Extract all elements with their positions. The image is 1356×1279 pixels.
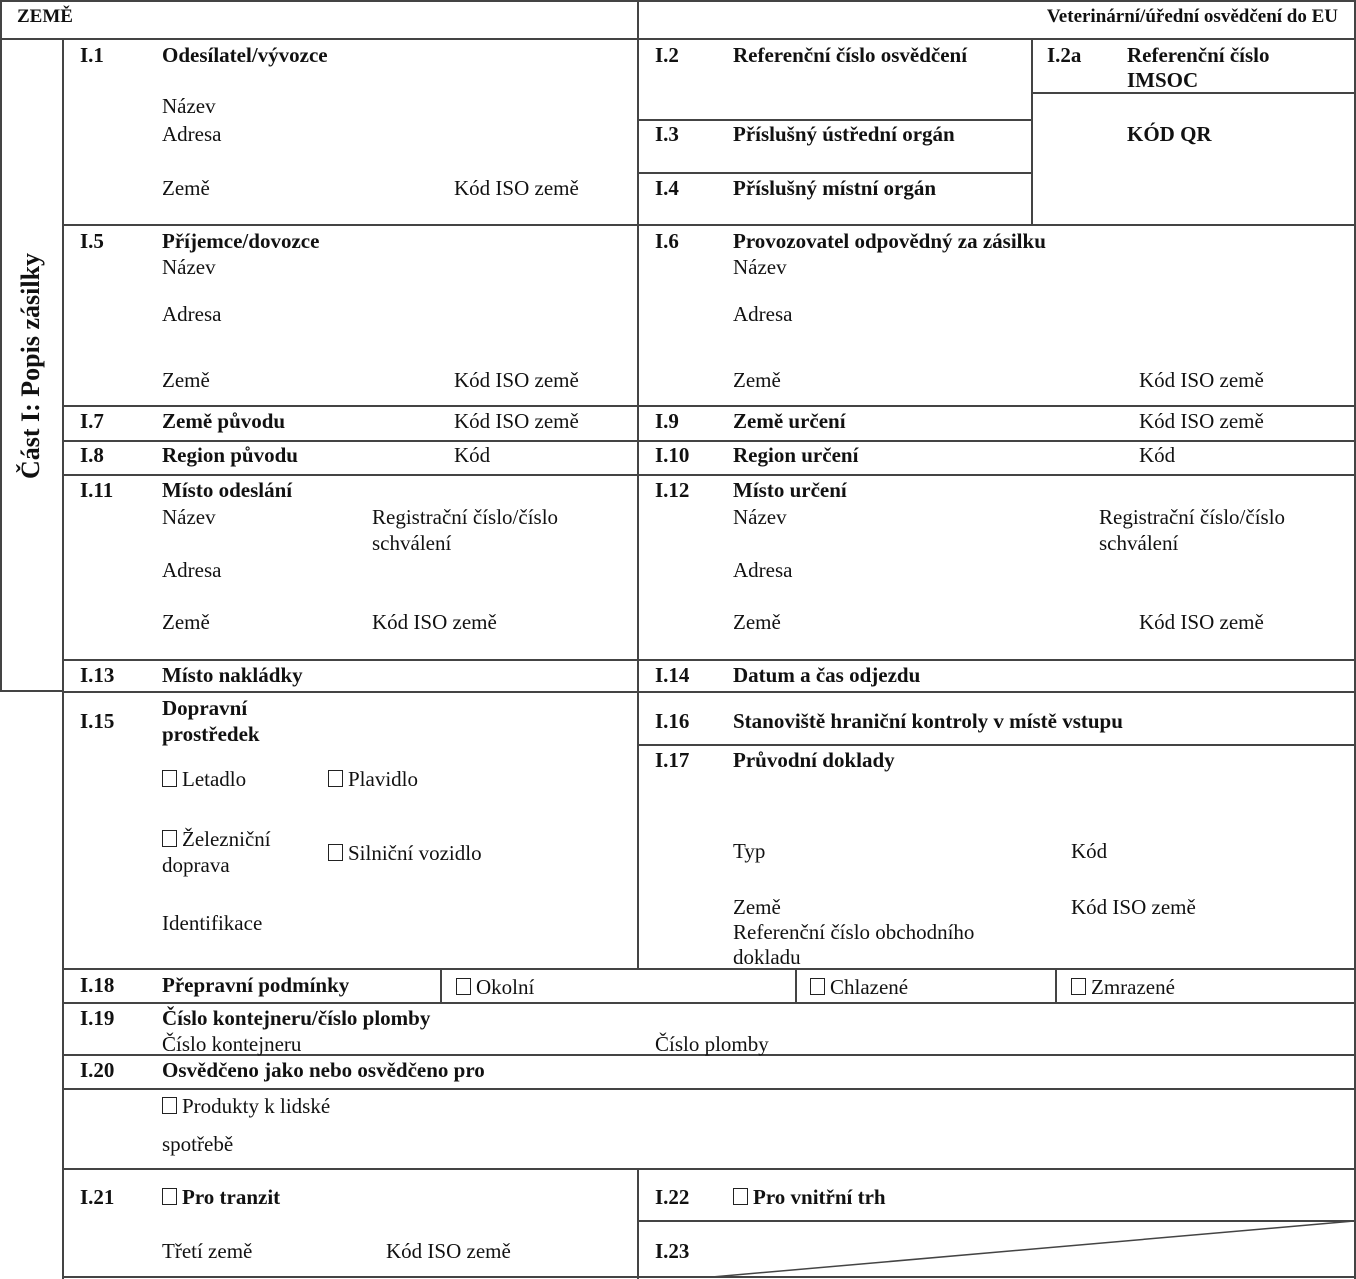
checkbox-rail-label-line1: Železniční <box>182 827 271 851</box>
checkbox-internal-market-label: Pro vnitřní trh <box>753 1185 886 1209</box>
i1-country-field[interactable]: Země <box>162 176 210 200</box>
i12-country-field[interactable]: Země <box>733 610 781 634</box>
i2a-title-line1: Referenční číslo <box>1127 43 1270 67</box>
checkbox-transit-label: Pro tranzit <box>182 1185 281 1209</box>
checkbox-ambient-label: Okolní <box>476 975 535 999</box>
header-country: ZEMĚ <box>17 6 73 27</box>
i19-seal-field[interactable]: Číslo plomby <box>655 1032 769 1056</box>
checkbox-frozen[interactable] <box>1071 974 1175 1000</box>
checkbox-internal-market[interactable] <box>733 1184 886 1210</box>
i11-address-field[interactable]: Adresa <box>162 558 222 582</box>
checkbox-vessel-label: Plavidlo <box>348 767 419 791</box>
i8-title: Region původu <box>162 443 298 467</box>
i12-iso-field[interactable]: Kód ISO země <box>1139 610 1264 634</box>
i5-name-field[interactable]: Název <box>162 255 216 279</box>
i1-address-field[interactable]: Adresa <box>162 122 222 146</box>
i17-number: I.17 <box>655 748 690 772</box>
i2a-title-line2: IMSOC <box>1127 68 1199 92</box>
checkbox-frozen-label: Zmrazené <box>1091 975 1175 999</box>
i10-number: I.10 <box>655 443 690 467</box>
i3-number: I.3 <box>655 122 679 146</box>
i15-number: I.15 <box>80 709 115 733</box>
i14-number: I.14 <box>655 663 690 687</box>
i4-title: Příslušný místní orgán <box>733 176 937 200</box>
i7-title: Země původu <box>162 409 286 433</box>
i1-title: Odesílatel/vývozce <box>162 43 328 67</box>
i12-name-field[interactable]: Název <box>733 505 787 529</box>
i2a-number: I.2a <box>1047 43 1082 67</box>
part-one-sidebar <box>0 40 62 692</box>
i6-iso-field[interactable]: Kód ISO země <box>1139 368 1264 392</box>
i6-title: Provozovatel odpovědný za zásilku <box>733 229 1046 253</box>
i9-iso-field[interactable]: Kód ISO země <box>1139 409 1264 433</box>
i11-country-field[interactable]: Země <box>162 610 210 634</box>
checkbox-vessel[interactable] <box>328 766 418 792</box>
i2-number: I.2 <box>655 43 679 67</box>
i17-code-field[interactable]: Kód <box>1071 839 1108 863</box>
i6-number: I.6 <box>655 229 679 253</box>
i17-iso-field[interactable]: Kód ISO země <box>1071 895 1196 919</box>
i11-number: I.11 <box>80 478 114 502</box>
i11-iso-field[interactable]: Kód ISO země <box>372 610 497 634</box>
checkbox-rail[interactable] <box>162 826 271 852</box>
checkbox-transit[interactable] <box>162 1184 280 1210</box>
i17-country-field[interactable]: Země <box>733 895 781 919</box>
checkbox-icon[interactable] <box>328 770 343 787</box>
i18-title: Přepravní podmínky <box>162 973 350 997</box>
i17-reference-line1[interactable]: Referenční číslo obchodního <box>733 920 975 944</box>
i14-title: Datum a čas odjezdu <box>733 663 921 687</box>
i9-number: I.9 <box>655 409 679 433</box>
i10-title: Region určení <box>733 443 859 467</box>
i23-number: I.23 <box>655 1239 690 1263</box>
i3-title: Příslušný ústřední orgán <box>733 122 955 146</box>
i20-title: Osvědčeno jako nebo osvědčeno pro <box>162 1058 485 1082</box>
i6-name-field[interactable]: Název <box>733 255 787 279</box>
i5-country-field[interactable]: Země <box>162 368 210 392</box>
checkbox-icon[interactable] <box>162 1188 177 1205</box>
i5-number: I.5 <box>80 229 104 253</box>
i12-title: Místo určení <box>733 478 847 502</box>
checkbox-aircraft[interactable] <box>162 766 246 792</box>
i18-number: I.18 <box>80 973 115 997</box>
i12-address-field[interactable]: Adresa <box>733 558 793 582</box>
i2-title: Referenční číslo osvědčení <box>733 43 968 67</box>
i12-registration-line1[interactable]: Registrační číslo/číslo <box>1099 505 1286 529</box>
i21-third-country-field[interactable]: Třetí země <box>162 1239 253 1263</box>
checkbox-aircraft-label: Letadlo <box>182 767 247 791</box>
checkbox-icon[interactable] <box>1071 978 1086 995</box>
i7-iso-field[interactable]: Kód ISO země <box>454 409 579 433</box>
checkbox-icon[interactable] <box>456 978 471 995</box>
checkbox-icon[interactable] <box>328 844 343 861</box>
checkbox-icon[interactable] <box>162 1097 177 1114</box>
i17-reference-line2: dokladu <box>733 945 801 969</box>
checkbox-icon[interactable] <box>162 770 177 787</box>
i16-number: I.16 <box>655 709 690 733</box>
header-certificate-title: Veterinární/úřední osvědčení do EU <box>1046 6 1338 27</box>
i1-iso-field[interactable]: Kód ISO země <box>454 176 579 200</box>
i6-address-field[interactable]: Adresa <box>733 302 793 326</box>
i11-title: Místo odeslání <box>162 478 293 502</box>
i7-number: I.7 <box>80 409 104 433</box>
i17-type-field[interactable]: Typ <box>733 839 766 863</box>
i17-title: Průvodní doklady <box>733 748 895 772</box>
i8-number: I.8 <box>80 443 104 467</box>
i1-name-field[interactable]: Název <box>162 94 216 118</box>
i12-number: I.12 <box>655 478 690 502</box>
checkbox-chilled-label: Chlazené <box>830 975 909 999</box>
i19-title: Číslo kontejneru/číslo plomby <box>162 1006 431 1030</box>
checkbox-road-vehicle[interactable] <box>328 840 482 866</box>
qr-code-label: KÓD QR <box>1127 122 1212 146</box>
i5-title: Příjemce/dovozce <box>162 229 320 253</box>
checkbox-icon[interactable] <box>733 1188 748 1205</box>
i5-address-field[interactable]: Adresa <box>162 302 222 326</box>
i11-name-field[interactable]: Název <box>162 505 216 529</box>
i20-number: I.20 <box>80 1058 115 1082</box>
i15-title-line1: Dopravní <box>162 696 248 720</box>
checkbox-chilled[interactable] <box>810 974 908 1000</box>
i12-registration-line2: schválení <box>1099 531 1179 555</box>
checkbox-human-consumption-label-line2: spotřebě <box>162 1132 234 1156</box>
checkbox-human-consumption[interactable] <box>162 1093 330 1119</box>
i22-number: I.22 <box>655 1185 690 1209</box>
i5-iso-field[interactable]: Kód ISO země <box>454 368 579 392</box>
i21-iso-field[interactable]: Kód ISO země <box>386 1239 511 1263</box>
i21-number: I.21 <box>80 1185 115 1209</box>
i9-title: Země určení <box>733 409 846 433</box>
i4-number: I.4 <box>655 176 679 200</box>
i16-title: Stanoviště hraniční kontroly v místě vstupu <box>733 709 1123 733</box>
checkbox-human-consumption-label-line1: Produkty k lidské <box>182 1094 331 1118</box>
sidebar-label: Část I: Popis zásilky <box>16 252 45 480</box>
i10-code-field[interactable]: Kód <box>1139 443 1176 467</box>
i19-container-field[interactable]: Číslo kontejneru <box>162 1032 302 1056</box>
i11-registration-line1[interactable]: Registrační číslo/číslo <box>372 505 559 529</box>
checkbox-ambient[interactable] <box>456 974 534 1000</box>
i8-code-field[interactable]: Kód <box>454 443 491 467</box>
i6-country-field[interactable]: Země <box>733 368 781 392</box>
i13-number: I.13 <box>80 663 115 687</box>
i1-number: I.1 <box>80 43 104 67</box>
i13-title: Místo nakládky <box>162 663 303 687</box>
i15-identification-field[interactable]: Identifikace <box>162 911 263 935</box>
i19-number: I.19 <box>80 1006 115 1030</box>
checkbox-icon[interactable] <box>162 830 177 847</box>
i15-title-line2: prostředek <box>162 722 260 746</box>
checkbox-icon[interactable] <box>810 978 825 995</box>
checkbox-road-vehicle-label: Silniční vozidlo <box>348 841 482 865</box>
checkbox-rail-label-line2: doprava <box>162 853 230 877</box>
i11-registration-line2: schválení <box>372 531 452 555</box>
